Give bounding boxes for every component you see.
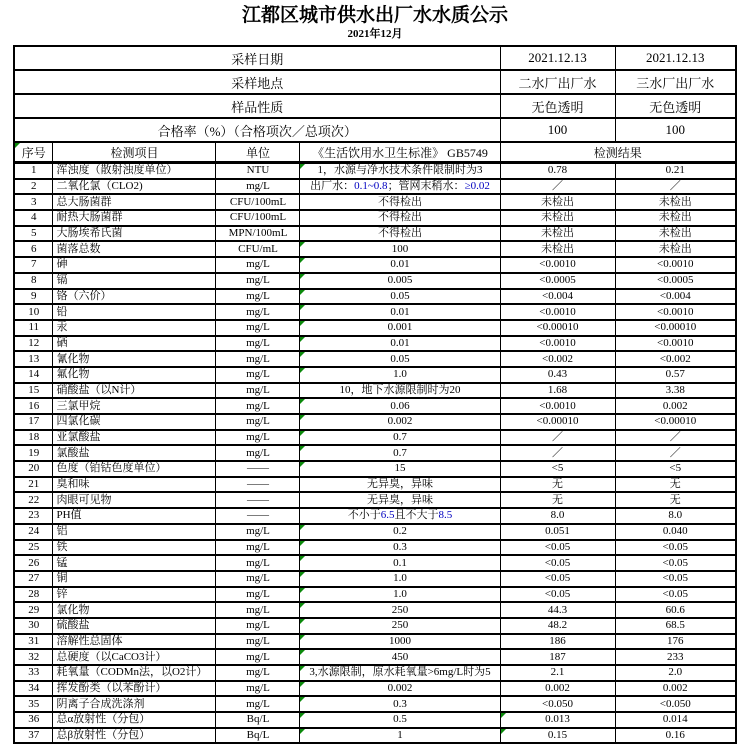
- unit-cell: mg/L: [216, 540, 300, 556]
- standard-cell: 0.001: [300, 320, 500, 336]
- result-plant3-cell: 未检出: [615, 210, 736, 226]
- item-name-cell: 锌: [53, 587, 216, 603]
- result-plant2-cell: ／: [500, 179, 615, 195]
- unit-cell: ——: [216, 508, 300, 524]
- result-plant3-cell: ／: [615, 430, 736, 446]
- unit-cell: mg/L: [216, 367, 300, 383]
- row-index-cell: 30: [14, 618, 53, 634]
- table-row: [14, 524, 736, 540]
- result-plant2-cell: 无: [500, 477, 615, 493]
- result-plant3-cell: <0.0010: [615, 304, 736, 320]
- unit-cell: mg/L: [216, 587, 300, 603]
- standard-cell: 1: [300, 728, 500, 744]
- result-plant3-cell: 233: [615, 649, 736, 665]
- data-section: [14, 163, 736, 744]
- table-row: [14, 210, 736, 226]
- result-plant2-cell: 2.1: [500, 665, 615, 681]
- standard-cell: 100: [300, 241, 500, 257]
- standard-cell: 250: [300, 618, 500, 634]
- result-plant2-cell: 0.78: [500, 163, 615, 179]
- table-row: [14, 602, 736, 618]
- result-plant3-cell: 0.002: [615, 681, 736, 697]
- result-plant3-cell: 3.38: [615, 383, 736, 399]
- info-value-plant2: 100: [500, 118, 615, 142]
- unit-cell: mg/L: [216, 445, 300, 461]
- table-row: [14, 257, 736, 273]
- item-name-cell: 铜: [53, 571, 216, 587]
- row-index-cell: 26: [14, 555, 53, 571]
- item-name-cell: 耐热大肠菌群: [53, 210, 216, 226]
- unit-cell: Bq/L: [216, 728, 300, 744]
- row-index-cell: 16: [14, 398, 53, 414]
- item-name-cell: 阴离子合成洗涤剂: [53, 696, 216, 712]
- standard-cell: [300, 508, 500, 524]
- result-plant3-cell: 60.6: [615, 602, 736, 618]
- item-name-cell: 色度（铂钴色度单位）: [53, 461, 216, 477]
- row-index-cell: 1: [14, 163, 53, 179]
- result-plant2-cell: 1.68: [500, 383, 615, 399]
- standard-cell: [300, 179, 500, 195]
- row-index-cell: 14: [14, 367, 53, 383]
- row-index-cell: 20: [14, 461, 53, 477]
- row-index-cell: 28: [14, 587, 53, 603]
- unit-cell: mg/L: [216, 257, 300, 273]
- standard-cell: 1.0: [300, 367, 500, 383]
- table-row: [14, 383, 736, 399]
- unit-cell: mg/L: [216, 383, 300, 399]
- table-row: [14, 712, 736, 728]
- row-index-cell: 32: [14, 649, 53, 665]
- table-row: [14, 430, 736, 446]
- standard-number: 0.1~0.8: [354, 180, 388, 193]
- table-row: [14, 194, 736, 210]
- result-plant3-cell: <0.004: [615, 289, 736, 305]
- report-month: 2021年12月: [347, 28, 403, 40]
- item-name-cell: 浑浊度（散射浊度单位）: [53, 163, 216, 179]
- unit-cell: CFU/100mL: [216, 194, 300, 210]
- row-index-cell: 15: [14, 383, 53, 399]
- result-plant2-cell: 0.013: [500, 712, 615, 728]
- unit-cell: mg/L: [216, 555, 300, 571]
- row-index-cell: 10: [14, 304, 53, 320]
- item-name-cell: 铁: [53, 540, 216, 556]
- standard-text: 且不大于: [394, 509, 439, 522]
- result-plant3-cell: <0.0010: [615, 336, 736, 352]
- standard-cell: 0.7: [300, 445, 500, 461]
- unit-cell: mg/L: [216, 398, 300, 414]
- result-plant2-cell: ／: [500, 430, 615, 446]
- standard-cell: 0.05: [300, 289, 500, 305]
- info-value-plant2: 2021.12.13: [500, 46, 615, 70]
- result-plant2-cell: 187: [500, 649, 615, 665]
- item-name-cell: 菌落总数: [53, 241, 216, 257]
- table-row: [14, 696, 736, 712]
- item-name-cell: 溶解性总固体: [53, 634, 216, 650]
- row-index-cell: 12: [14, 336, 53, 352]
- unit-cell: NTU: [216, 163, 300, 179]
- result-plant2-cell: 186: [500, 634, 615, 650]
- info-row: [14, 70, 736, 94]
- table-row: [14, 289, 736, 305]
- table-row: [14, 649, 736, 665]
- result-plant3-cell: <0.050: [615, 696, 736, 712]
- standard-cell: 250: [300, 602, 500, 618]
- unit-cell: CFU/mL: [216, 241, 300, 257]
- row-index-cell: 36: [14, 712, 53, 728]
- result-plant3-cell: 未检出: [615, 194, 736, 210]
- result-plant3-cell: 0.002: [615, 398, 736, 414]
- result-plant2-cell: <0.0005: [500, 273, 615, 289]
- table-row: [14, 461, 736, 477]
- table-row: [14, 304, 736, 320]
- item-name-cell: 铅: [53, 304, 216, 320]
- standard-cell: 0.002: [300, 414, 500, 430]
- item-name-cell: 臭和味: [53, 477, 216, 493]
- result-plant2-cell: 48.2: [500, 618, 615, 634]
- standard-cell: 0.005: [300, 273, 500, 289]
- row-index-cell: 35: [14, 696, 53, 712]
- row-index-cell: 18: [14, 430, 53, 446]
- item-name-cell: 铝: [53, 524, 216, 540]
- info-value-plant2: 无色透明: [500, 94, 615, 118]
- row-index-cell: 4: [14, 210, 53, 226]
- standard-cell: 10，地下水源限制时为20: [300, 383, 500, 399]
- row-index-cell: 9: [14, 289, 53, 305]
- row-index-cell: 8: [14, 273, 53, 289]
- result-plant2-cell: <5: [500, 461, 615, 477]
- table-row: [14, 398, 736, 414]
- standard-cell: 0.05: [300, 351, 500, 367]
- unit-cell: ——: [216, 477, 300, 493]
- standard-cell: 1.0: [300, 587, 500, 603]
- unit-cell: mg/L: [216, 618, 300, 634]
- result-plant3-cell: 176: [615, 634, 736, 650]
- result-plant2-cell: 未检出: [500, 210, 615, 226]
- info-label: 合格率（%）（合格项次／总项次）: [14, 118, 500, 142]
- standard-cell: 不得检出: [300, 194, 500, 210]
- row-index-cell: 21: [14, 477, 53, 493]
- col-header-result: 检测结果: [500, 142, 736, 163]
- result-plant3-cell: 无: [615, 492, 736, 508]
- standard-number: ≥0.02: [464, 180, 490, 193]
- result-plant3-cell: <5: [615, 461, 736, 477]
- result-plant2-cell: ／: [500, 445, 615, 461]
- result-plant3-cell: 0.57: [615, 367, 736, 383]
- info-label: 采样地点: [14, 70, 500, 94]
- unit-cell: mg/L: [216, 304, 300, 320]
- item-name-cell: 氰化物: [53, 351, 216, 367]
- item-name-cell: 三氯甲烷: [53, 398, 216, 414]
- result-plant2-cell: <0.05: [500, 555, 615, 571]
- result-plant3-cell: <0.05: [615, 571, 736, 587]
- unit-cell: mg/L: [216, 665, 300, 681]
- unit-cell: CFU/100mL: [216, 210, 300, 226]
- result-plant2-cell: 0.051: [500, 524, 615, 540]
- info-row: [14, 118, 736, 142]
- result-plant3-cell: 未检出: [615, 241, 736, 257]
- table-row: [14, 492, 736, 508]
- table-row: [14, 273, 736, 289]
- item-name-cell: 硒: [53, 336, 216, 352]
- table-row: [14, 508, 736, 524]
- item-name-cell: 总大肠菌群: [53, 194, 216, 210]
- item-name-cell: 汞: [53, 320, 216, 336]
- table-row: [14, 571, 736, 587]
- table-row: [14, 445, 736, 461]
- unit-cell: MPN/100mL: [216, 226, 300, 242]
- row-index-cell: 24: [14, 524, 53, 540]
- item-name-cell: 亚氯酸盐: [53, 430, 216, 446]
- standard-number: 8.5: [438, 509, 453, 522]
- info-value-plant3: 三水厂出厂水: [615, 70, 736, 94]
- unit-cell: mg/L: [216, 649, 300, 665]
- unit-cell: mg/L: [216, 351, 300, 367]
- standard-cell: 0.2: [300, 524, 500, 540]
- info-section: [14, 46, 736, 142]
- row-index-cell: 27: [14, 571, 53, 587]
- row-index-cell: 7: [14, 257, 53, 273]
- standard-cell: 0.5: [300, 712, 500, 728]
- table-row: [14, 241, 736, 257]
- table-row: [14, 587, 736, 603]
- result-plant2-cell: <0.00010: [500, 320, 615, 336]
- standard-cell: 1，水源与净水技术条件限制时为3: [300, 163, 500, 179]
- result-plant2-cell: 44.3: [500, 602, 615, 618]
- result-plant3-cell: <0.05: [615, 555, 736, 571]
- result-plant2-cell: <0.002: [500, 351, 615, 367]
- table-row: [14, 634, 736, 650]
- item-name-cell: 肉眼可见物: [53, 492, 216, 508]
- item-name-cell: 铬（六价）: [53, 289, 216, 305]
- item-name-cell: 四氯化碳: [53, 414, 216, 430]
- water-quality-table: [13, 45, 737, 744]
- result-plant3-cell: <0.05: [615, 587, 736, 603]
- result-plant2-cell: <0.0010: [500, 336, 615, 352]
- standard-cell: 无异臭，异味: [300, 477, 500, 493]
- result-plant2-cell: 0.43: [500, 367, 615, 383]
- unit-cell: mg/L: [216, 681, 300, 697]
- table-row: [14, 226, 736, 242]
- result-plant2-cell: <0.050: [500, 696, 615, 712]
- table-row: [14, 728, 736, 744]
- item-name-cell: 镉: [53, 273, 216, 289]
- row-index-cell: 17: [14, 414, 53, 430]
- col-header-standard: 《生活饮用水卫生标准》 GB5749: [300, 142, 500, 163]
- item-name-cell: 砷: [53, 257, 216, 273]
- row-index-cell: 33: [14, 665, 53, 681]
- standard-cell: 1.0: [300, 571, 500, 587]
- result-plant3-cell: ／: [615, 445, 736, 461]
- standard-cell: 0.7: [300, 430, 500, 446]
- row-index-cell: 23: [14, 508, 53, 524]
- unit-cell: mg/L: [216, 634, 300, 650]
- result-plant3-cell: <0.00010: [615, 414, 736, 430]
- info-value-plant3: 无色透明: [615, 94, 736, 118]
- result-plant2-cell: <0.0010: [500, 304, 615, 320]
- col-header-unit: 单位: [216, 142, 300, 163]
- standard-cell: 450: [300, 649, 500, 665]
- standard-cell: 0.3: [300, 696, 500, 712]
- row-index-cell: 19: [14, 445, 53, 461]
- row-index-cell: 34: [14, 681, 53, 697]
- table-row: [14, 320, 736, 336]
- page-title: 江都区城市供水出厂水水质公示: [241, 5, 508, 26]
- unit-cell: mg/L: [216, 696, 300, 712]
- row-index-cell: 2: [14, 179, 53, 195]
- result-plant2-cell: 8.0: [500, 508, 615, 524]
- item-name-cell: 总硬度（以CaCO3计）: [53, 649, 216, 665]
- standard-cell: 15: [300, 461, 500, 477]
- table-row: [14, 618, 736, 634]
- standard-cell: 0.3: [300, 540, 500, 556]
- unit-cell: mg/L: [216, 273, 300, 289]
- standard-cell: 1000: [300, 634, 500, 650]
- standard-number: 6.5: [380, 509, 395, 522]
- unit-cell: mg/L: [216, 179, 300, 195]
- info-value-plant3: 2021.12.13: [615, 46, 736, 70]
- row-index-cell: 13: [14, 351, 53, 367]
- col-header-item: 检测项目: [53, 142, 216, 163]
- item-name-cell: 耗氧量（CODMn法，以O2计）: [53, 665, 216, 681]
- table-row: [14, 414, 736, 430]
- row-index-cell: 25: [14, 540, 53, 556]
- col-header-no: 序号: [14, 142, 53, 163]
- result-plant2-cell: 未检出: [500, 226, 615, 242]
- standard-cell: 0.06: [300, 398, 500, 414]
- info-value-plant3: 100: [615, 118, 736, 142]
- result-plant3-cell: 0.014: [615, 712, 736, 728]
- result-plant2-cell: <0.0010: [500, 398, 615, 414]
- unit-cell: mg/L: [216, 289, 300, 305]
- item-name-cell: 二氧化氯（CLO2): [53, 179, 216, 195]
- result-plant3-cell: 无: [615, 477, 736, 493]
- table-row: [14, 477, 736, 493]
- standard-cell: 3,水源限制，原水耗氧量>6mg/L时为5: [300, 665, 500, 681]
- result-plant2-cell: <0.05: [500, 540, 615, 556]
- table-row: [14, 540, 736, 556]
- standard-text: 不小于: [347, 509, 381, 522]
- result-plant3-cell: <0.05: [615, 540, 736, 556]
- unit-cell: mg/L: [216, 524, 300, 540]
- header-section: [14, 142, 736, 163]
- unit-cell: mg/L: [216, 571, 300, 587]
- result-plant3-cell: <0.0010: [615, 257, 736, 273]
- result-plant2-cell: <0.05: [500, 587, 615, 603]
- standard-cell: 0.01: [300, 257, 500, 273]
- info-row: [14, 94, 736, 118]
- table-row: [14, 351, 736, 367]
- row-index-cell: 3: [14, 194, 53, 210]
- row-index-cell: 22: [14, 492, 53, 508]
- info-label: 样品性质: [14, 94, 500, 118]
- row-index-cell: 31: [14, 634, 53, 650]
- table-row: [14, 163, 736, 179]
- item-name-cell: 氯酸盐: [53, 445, 216, 461]
- result-plant2-cell: <0.00010: [500, 414, 615, 430]
- table-row: [14, 665, 736, 681]
- item-name-cell: 锰: [53, 555, 216, 571]
- item-name-cell: PH值: [53, 508, 216, 524]
- result-plant2-cell: <0.0010: [500, 257, 615, 273]
- unit-cell: mg/L: [216, 336, 300, 352]
- result-plant3-cell: <0.00010: [615, 320, 736, 336]
- item-name-cell: 大肠埃希氏菌: [53, 226, 216, 242]
- item-name-cell: 硝酸盐（以N计）: [53, 383, 216, 399]
- unit-cell: ——: [216, 492, 300, 508]
- standard-cell: 0.1: [300, 555, 500, 571]
- result-plant2-cell: 未检出: [500, 241, 615, 257]
- standard-cell: 0.002: [300, 681, 500, 697]
- info-label: 采样日期: [14, 46, 500, 70]
- unit-cell: Bq/L: [216, 712, 300, 728]
- result-plant3-cell: 8.0: [615, 508, 736, 524]
- result-plant3-cell: ／: [615, 179, 736, 195]
- result-plant3-cell: 未检出: [615, 226, 736, 242]
- row-index-cell: 5: [14, 226, 53, 242]
- standard-cell: 不得检出: [300, 226, 500, 242]
- result-plant3-cell: 0.16: [615, 728, 736, 744]
- result-plant2-cell: 未检出: [500, 194, 615, 210]
- result-plant3-cell: 2.0: [615, 665, 736, 681]
- table-row: [14, 367, 736, 383]
- table-row: [14, 179, 736, 195]
- table-row: [14, 336, 736, 352]
- result-plant2-cell: 0.002: [500, 681, 615, 697]
- unit-cell: mg/L: [216, 414, 300, 430]
- standard-text: ；管网末稍水：: [387, 180, 465, 193]
- standard-text: 出厂水：: [310, 180, 355, 193]
- result-plant3-cell: <0.0005: [615, 273, 736, 289]
- result-plant2-cell: 无: [500, 492, 615, 508]
- unit-cell: ——: [216, 461, 300, 477]
- item-name-cell: 硫酸盐: [53, 618, 216, 634]
- unit-cell: mg/L: [216, 602, 300, 618]
- item-name-cell: 总α放射性（分包）: [53, 712, 216, 728]
- item-name-cell: 氟化物: [53, 367, 216, 383]
- result-plant3-cell: 68.5: [615, 618, 736, 634]
- result-plant3-cell: 0.040: [615, 524, 736, 540]
- column-header-row: [14, 142, 736, 163]
- standard-cell: 无异臭，异味: [300, 492, 500, 508]
- table-row: [14, 555, 736, 571]
- standard-cell: 0.01: [300, 336, 500, 352]
- row-index-cell: 11: [14, 320, 53, 336]
- result-plant3-cell: 0.21: [615, 163, 736, 179]
- unit-cell: mg/L: [216, 430, 300, 446]
- item-name-cell: 氯化物: [53, 602, 216, 618]
- unit-cell: mg/L: [216, 320, 300, 336]
- item-name-cell: 挥发酚类（以苯酚计）: [53, 681, 216, 697]
- standard-cell: 不得检出: [300, 210, 500, 226]
- item-name-cell: 总β放射性（分包）: [53, 728, 216, 744]
- standard-cell: 0.01: [300, 304, 500, 320]
- result-plant2-cell: 0.15: [500, 728, 615, 744]
- row-index-cell: 6: [14, 241, 53, 257]
- row-index-cell: 29: [14, 602, 53, 618]
- result-plant3-cell: <0.002: [615, 351, 736, 367]
- table-row: [14, 681, 736, 697]
- info-value-plant2: 二水厂出厂水: [500, 70, 615, 94]
- result-plant2-cell: <0.004: [500, 289, 615, 305]
- row-index-cell: 37: [14, 728, 53, 744]
- info-row: [14, 46, 736, 70]
- result-plant2-cell: <0.05: [500, 571, 615, 587]
